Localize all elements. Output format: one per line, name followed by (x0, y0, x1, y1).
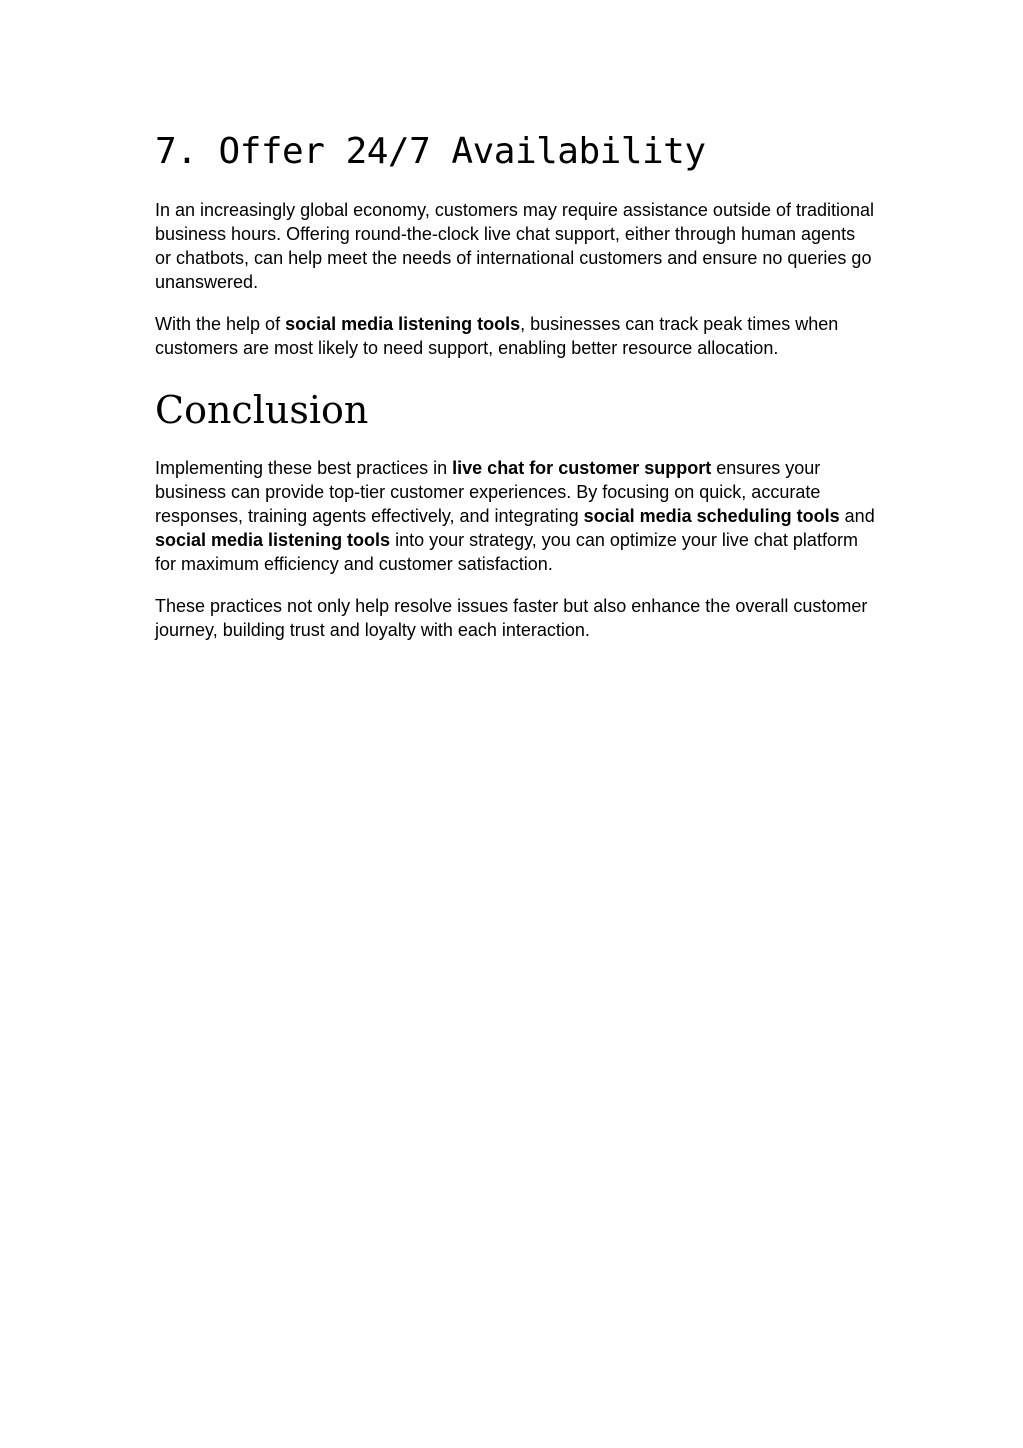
live-chat-bold: live chat for customer support (452, 458, 712, 478)
section-heading-availability: 7. Offer 24/7 Availability (155, 131, 706, 172)
closing-paragraph: These practices not only help resolve issues faster but also enhance the overall customer journey, building trust and loyalty with each interaction. (155, 596, 868, 640)
listening-tools-paragraph-prefix: With the help of (155, 314, 286, 334)
listening-tools-bold: social media listening tools (285, 314, 521, 334)
section-heading-conclusion: Conclusion (155, 388, 369, 432)
conclusion-text-part-1: Implementing these best practices in (155, 458, 453, 478)
conclusion-paragraph (155, 456, 875, 576)
listening-tools-bold-2: social media listening tools (155, 530, 391, 550)
conclusion-text-part-2: ensures your business can provide top-tier customer experiences. By focusing on quick, accurate responses, training agents effectively, and integrating (155, 458, 821, 526)
conclusion-text-part-4: into your strategy, you can optimize your live chat platform for maximum efficiency and customer satisfaction. (155, 530, 858, 574)
scheduling-tools-bold: social media scheduling tools (583, 506, 840, 526)
availability-paragraph: In an increasingly global economy, customers may require assistance outside of traditional business hours. Offering round-the-clock live chat support, either through human agents or chatbots, can help meet the needs of international customers and ensure no queries go unanswered. (155, 200, 875, 292)
conclusion-text-part-3: and (839, 506, 875, 526)
document-page (155, 128, 875, 660)
listening-tools-paragraph (155, 312, 875, 360)
listening-tools-paragraph-suffix: , businesses can track peak times when customers are most likely to need support, enabling better resource allocation. (155, 314, 839, 358)
